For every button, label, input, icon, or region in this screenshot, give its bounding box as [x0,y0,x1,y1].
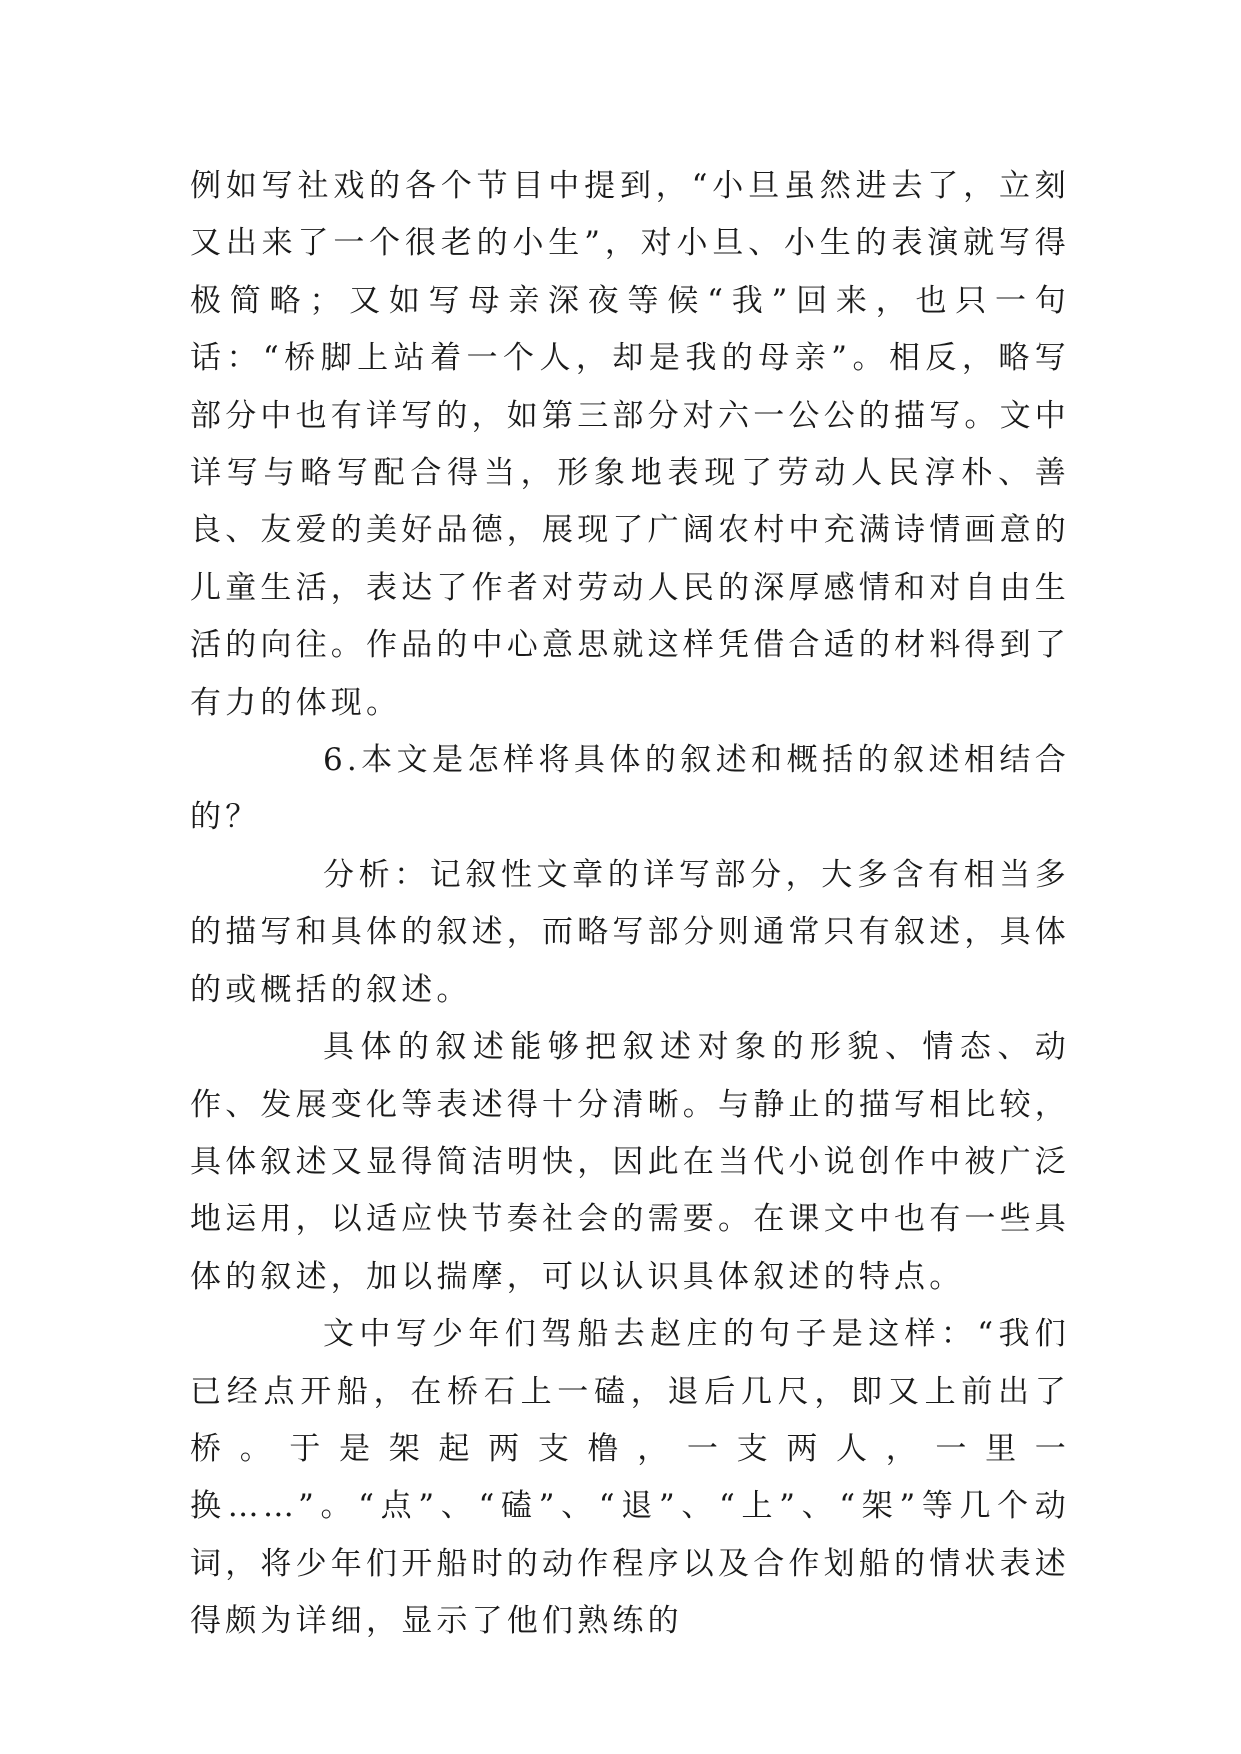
specific-narration-paragraph: 具体的叙述能够把叙述对象的形貌、情态、动作、发展变化等表述得十分清晰。与静止的描写相比较，具体叙述又显得简洁明快，因此在当代小说创作中被广泛地运用，以适应快节奏社会的需要。在课文中也有一些具体的叙述，加以揣摩，可以认识具体叙述的特点。 [190,1029,1070,1295]
paragraph-1: 例如写社戏的各个节目中提到，“小旦虽然进去了，立刻又出来了一个很老的小生”，对小旦、小生的表演就写得极简略；又如写母亲深夜等候“我”回来，也只一句话：“桥脚上站着一个人，却是我的母亲”。相反，略写部分中也有详写的，如第三部分对六一公公的描写。文中详写与略写配合得当，形象地表现了劳动人民淳朴、善良、友爱的美好品德，展现了广阔农村中充满诗情画意的儿童生活，表达了作者对劳动人民的深厚感情和对自由生活的向往。作品的中心意思就这样凭借合适的材料得到了有力的体现。 [190,168,1070,721]
question-6-paragraph: 6.本文是怎样将具体的叙述和概括的叙述相结合的？ [190,742,1070,836]
boat-example-paragraph: 文中写少年们驾船去赵庄的句子是这样：“我们已经点开船，在桥石上一磕，退后几尺，即又上前出了桥。于是架起两支橹，一支两人，一里一换……”。“点”、“磕”、“退”、“上”、“架”等几个动词，将少年们开船时的动作程序以及合作划船的情状表述得颇为详细，显示了他们熟练的 [190,1316,1070,1640]
body-text [190,158,1070,1651]
analysis-paragraph: 分析：记叙性文章的详写部分，大多含有相当多的描写和具体的叙述，而略写部分则通常只有叙述，具体的或概括的叙述。 [190,856,1070,1008]
